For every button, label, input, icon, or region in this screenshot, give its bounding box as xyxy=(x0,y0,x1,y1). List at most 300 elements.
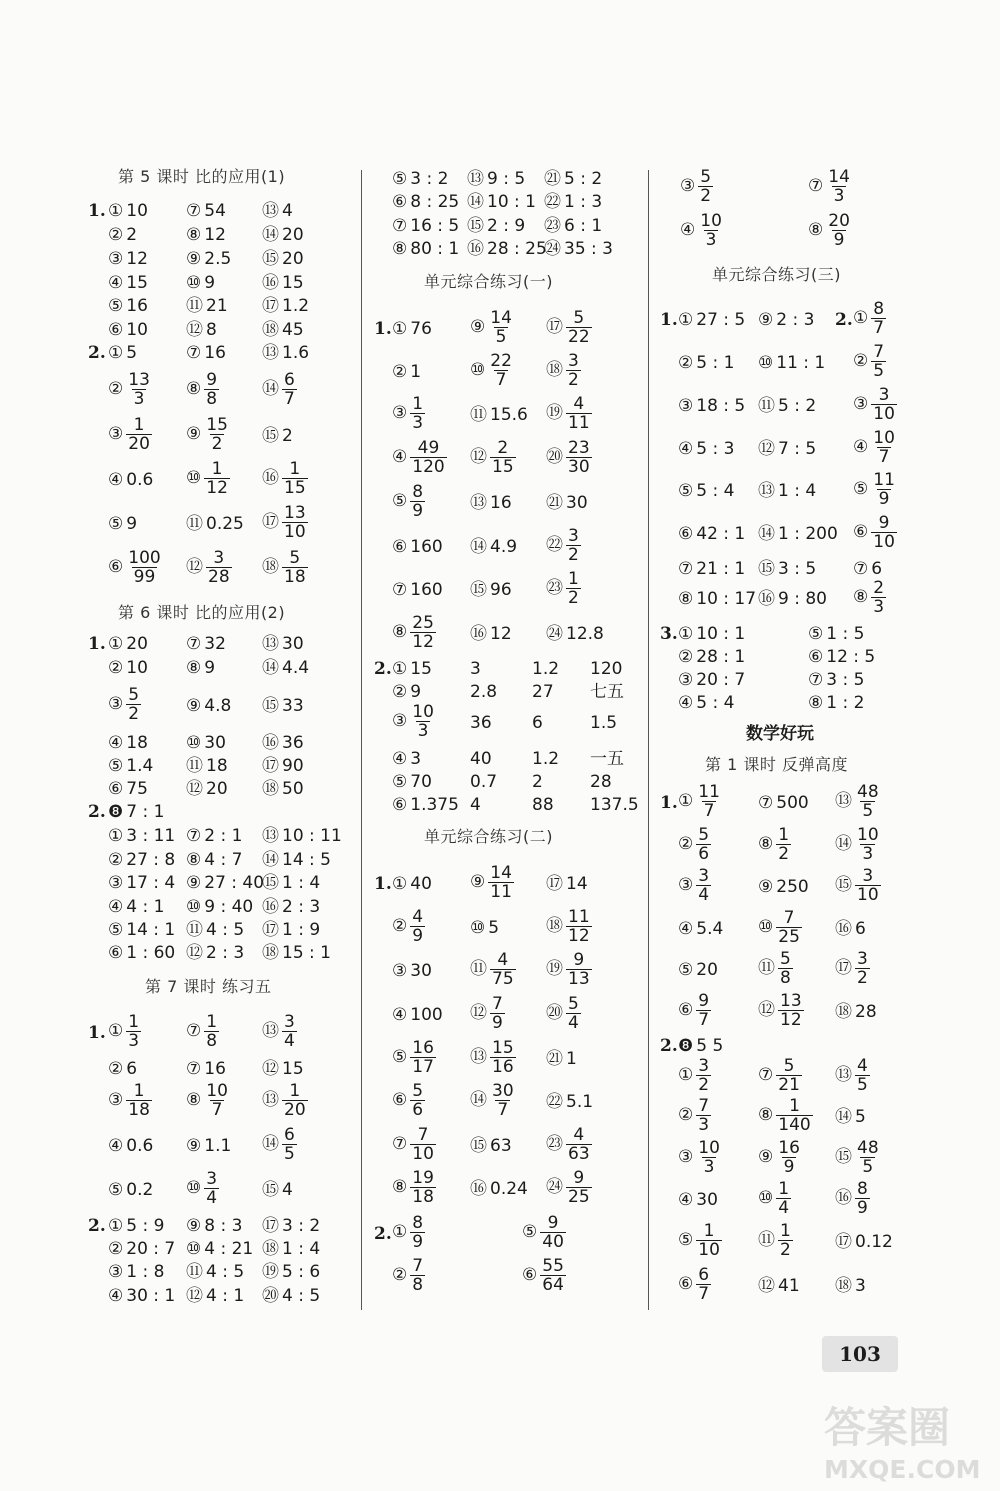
item-marker: ⑦ xyxy=(186,826,202,846)
answer-value: 9 xyxy=(204,273,216,293)
fraction xyxy=(410,1039,436,1077)
fraction xyxy=(855,950,870,988)
answer-value: 1 xyxy=(410,362,422,382)
item-marker: ⑨ xyxy=(186,873,202,893)
answer-column-3 xyxy=(650,0,1000,1491)
fraction xyxy=(566,570,581,608)
answer-item xyxy=(108,686,141,724)
answer-item xyxy=(470,626,512,643)
numerator: 16 xyxy=(778,1138,800,1158)
denominator: 2 xyxy=(778,844,790,865)
answer-item xyxy=(546,876,588,893)
fraction xyxy=(778,992,804,1030)
item-marker: ③ xyxy=(678,1147,694,1168)
numerator: 8 xyxy=(412,1213,424,1233)
question-number: 1. xyxy=(660,793,678,813)
fraction xyxy=(490,995,505,1033)
item-marker: ⑮ xyxy=(470,1136,487,1156)
answer-value: 50 xyxy=(282,779,304,799)
fraction xyxy=(776,1139,802,1177)
answer-value: 14 : 5 xyxy=(282,850,331,870)
item-marker: ⑪ xyxy=(758,958,775,979)
item-marker: ⑥ xyxy=(392,537,408,557)
answer-item xyxy=(853,300,886,338)
item-marker: ⑬ xyxy=(470,1047,487,1068)
answer-item xyxy=(392,483,425,521)
numerator: 49 xyxy=(417,438,440,458)
answer-item xyxy=(758,909,802,947)
fraction xyxy=(126,686,141,724)
item-marker: ① xyxy=(678,1065,694,1086)
item-marker: ④ xyxy=(392,749,408,769)
item-marker: ⑧ xyxy=(392,1177,408,1198)
answer-item xyxy=(186,945,244,962)
answer-item xyxy=(262,636,304,653)
answer-item xyxy=(186,852,242,869)
denominator: 20 xyxy=(284,1100,306,1121)
answer-item xyxy=(546,1126,592,1164)
answer-item xyxy=(470,439,516,477)
answer-value: 35 : 3 xyxy=(564,239,613,259)
answer-item xyxy=(186,345,226,362)
denominator: 9 xyxy=(783,1157,795,1178)
answer-value: 12 : 5 xyxy=(826,647,876,667)
answer-item xyxy=(678,526,745,543)
answer-item xyxy=(546,395,592,433)
item-marker: ⑯ xyxy=(758,589,775,609)
answer-value: 1.375 xyxy=(410,795,459,815)
item-marker: ⑯ xyxy=(262,897,279,917)
answer-value: 9 xyxy=(126,514,138,534)
section-heading: 单元综合练习(二) xyxy=(424,827,553,846)
item-marker: ⑧ xyxy=(808,693,824,713)
item-marker: ② xyxy=(678,834,694,855)
answer-value: 9 : 5 xyxy=(487,169,526,189)
item-marker: ⑬ xyxy=(758,481,775,501)
numerator: 5 xyxy=(573,308,585,328)
denominator: 64 xyxy=(542,1275,564,1296)
answer-value: 1.2 xyxy=(532,659,560,679)
denominator: 10 xyxy=(698,1240,720,1261)
numerator: 3 xyxy=(284,1012,295,1032)
denominator: 2 xyxy=(568,370,579,391)
item-marker: ① xyxy=(392,1222,408,1243)
denominator: 7 xyxy=(495,370,507,391)
fraction xyxy=(696,992,711,1030)
answer-item xyxy=(808,212,852,250)
item-marker: ⑧ xyxy=(186,1090,202,1111)
answer-item xyxy=(108,1264,164,1281)
denominator: 2 xyxy=(568,545,579,566)
answer-item xyxy=(108,227,137,244)
answer-item xyxy=(392,614,436,652)
answer-item xyxy=(262,1082,308,1120)
numerator: 5 xyxy=(568,994,579,1014)
answer-item xyxy=(758,312,814,329)
answer-value: 120 xyxy=(590,659,623,679)
denominator: 3 xyxy=(412,413,424,434)
answer-item xyxy=(853,561,882,578)
fraction xyxy=(566,951,592,989)
denominator: 9 xyxy=(412,501,424,522)
numerator: 1 xyxy=(206,1012,218,1032)
item-marker: ⑫ xyxy=(470,447,487,468)
item-marker: ⑮ xyxy=(262,426,279,446)
numerator: 13 xyxy=(780,991,802,1011)
numerator: 1 xyxy=(289,459,301,479)
numerator: 48 xyxy=(857,1138,879,1158)
answer-value: 6 xyxy=(871,559,883,579)
numerator: 7 xyxy=(412,1256,424,1276)
answer-item xyxy=(262,1061,304,1078)
item-marker: ② xyxy=(108,379,124,400)
denominator: 3 xyxy=(417,721,429,742)
item-marker: ⑲ xyxy=(262,1262,279,1282)
denominator: 8 xyxy=(206,389,218,410)
item-marker: ⑲ xyxy=(546,959,563,980)
fraction xyxy=(566,439,592,477)
answer-item xyxy=(262,251,304,268)
answer-value: 20 xyxy=(206,779,228,799)
item-marker: ⑪ xyxy=(470,405,487,425)
answer-value: 1 : 4 xyxy=(282,1239,321,1259)
fraction xyxy=(776,826,791,864)
fraction xyxy=(126,1013,141,1051)
answer-value: 6 xyxy=(126,1059,138,1079)
answer-value: 7 : 5 xyxy=(778,439,817,459)
numerator: 7 xyxy=(698,1096,710,1116)
fraction xyxy=(410,908,425,946)
answer-item xyxy=(186,1013,219,1051)
item-marker: ❽ xyxy=(108,802,124,822)
numerator: 10 xyxy=(857,825,879,845)
item-marker: ③ xyxy=(392,961,408,981)
item-marker: ㉑ xyxy=(546,1049,563,1069)
answer-item xyxy=(108,472,153,489)
numerator: 10 xyxy=(412,702,434,722)
answer-value: 5 : 4 xyxy=(696,693,735,713)
answer-value: 10 : 11 xyxy=(282,826,342,846)
item-marker: ③ xyxy=(678,396,694,416)
item-marker: ① xyxy=(678,310,694,330)
answer-item xyxy=(108,660,148,677)
item-marker: ㉑ xyxy=(544,169,561,189)
numerator: 8 xyxy=(857,1179,868,1199)
answer-item xyxy=(108,516,137,533)
denominator: 2 xyxy=(780,1240,791,1261)
answer-value: 15 xyxy=(410,659,432,679)
answer-item xyxy=(392,703,436,741)
answer-item xyxy=(546,626,604,643)
section-heading: 数学好玩 xyxy=(746,724,814,744)
answer-item xyxy=(835,950,870,988)
answer-item xyxy=(853,386,897,424)
item-marker: ① xyxy=(108,1021,124,1042)
item-marker: ⑩ xyxy=(186,468,202,489)
answer-item xyxy=(392,1039,436,1077)
item-marker: ㉔ xyxy=(546,1177,563,1198)
question-number: 2. xyxy=(88,802,106,822)
fraction xyxy=(696,1222,722,1260)
fraction xyxy=(490,1039,516,1077)
numerator: 1 xyxy=(133,415,145,435)
fraction xyxy=(871,386,897,424)
fraction xyxy=(696,1266,711,1304)
answer-item xyxy=(835,1180,870,1218)
denominator: 10 xyxy=(284,522,306,543)
denominator: 11 xyxy=(490,882,512,903)
answer-item xyxy=(108,1013,141,1051)
answer-value: 5.1 xyxy=(566,1092,594,1112)
answer-item xyxy=(546,1094,593,1111)
item-marker: ⑫ xyxy=(186,943,203,963)
answer-item xyxy=(470,864,514,902)
fraction xyxy=(126,371,152,409)
numerator: 23 xyxy=(568,438,590,458)
answer-value: 3 xyxy=(470,659,481,679)
answer-item xyxy=(262,758,304,775)
item-marker: ⑨ xyxy=(758,1147,774,1168)
numerator: 3 xyxy=(206,1169,218,1189)
item-marker: ⑦ xyxy=(186,1021,202,1042)
numerator: 3 xyxy=(568,526,579,546)
numerator: 3 xyxy=(878,385,890,405)
item-marker: ㉒ xyxy=(546,535,563,556)
fraction xyxy=(410,439,446,477)
fraction xyxy=(776,1057,802,1095)
answer-item xyxy=(262,322,304,339)
answer-value: 80 : 1 xyxy=(410,239,460,259)
denominator: 7 xyxy=(873,318,885,339)
item-marker: ⑰ xyxy=(546,317,563,338)
item-marker: ⑥ xyxy=(392,795,408,815)
denominator: 140 xyxy=(778,1115,811,1136)
denominator: 63 xyxy=(568,1144,590,1165)
question-number: 1. xyxy=(88,634,106,654)
item-marker: ⑩ xyxy=(186,733,202,753)
item-marker: ⑨ xyxy=(186,249,202,269)
fraction xyxy=(855,1180,870,1218)
answer-item xyxy=(678,355,734,372)
denominator: 10 xyxy=(412,1144,434,1165)
item-marker: ⑫ xyxy=(186,557,203,578)
answer-value: 75 xyxy=(126,779,148,799)
answer-item xyxy=(392,439,447,477)
answer-value: 137.5 xyxy=(590,795,639,815)
denominator: 11 xyxy=(568,413,590,434)
fraction xyxy=(282,1126,297,1164)
fraction xyxy=(282,1082,308,1120)
fraction xyxy=(490,1082,516,1120)
fraction xyxy=(696,867,711,905)
denominator: 6 xyxy=(412,1100,424,1121)
answer-item xyxy=(470,495,512,512)
answer-value: 42 : 1 xyxy=(696,524,746,544)
fraction xyxy=(282,460,308,498)
answer-value: 30 : 1 xyxy=(126,1286,176,1306)
answer-value: 4.8 xyxy=(204,696,232,716)
item-marker: ④ xyxy=(678,693,694,713)
answer-item xyxy=(758,398,816,415)
answer-value: 28 xyxy=(855,1002,877,1022)
numerator: 4 xyxy=(497,950,509,970)
answer-item xyxy=(835,783,881,821)
item-marker: ⑰ xyxy=(262,920,279,940)
denominator: 7 xyxy=(284,389,295,410)
numerator: 7 xyxy=(492,994,503,1014)
item-marker: ⑪ xyxy=(186,296,203,316)
fraction xyxy=(566,395,592,433)
denominator: 2 xyxy=(857,968,868,989)
answer-value: 10 xyxy=(126,658,148,678)
item-marker: ③ xyxy=(678,875,694,896)
answer-value: 3 : 5 xyxy=(778,559,817,579)
item-marker: ⑳ xyxy=(262,1286,279,1306)
item-marker: ② xyxy=(392,916,408,937)
answer-value: 96 xyxy=(490,580,512,600)
answer-item xyxy=(678,398,745,415)
answer-value: 3 : 5 xyxy=(826,670,865,690)
answer-item xyxy=(108,899,164,916)
fraction xyxy=(282,1013,297,1051)
item-marker: ⑱ xyxy=(546,360,563,381)
numerator: 9 xyxy=(573,950,585,970)
answer-value: 10 : 17 xyxy=(696,589,757,609)
item-marker: ⑩ xyxy=(186,273,202,293)
fraction xyxy=(871,343,886,381)
answer-item xyxy=(262,852,331,869)
answer-item xyxy=(835,1278,866,1295)
answer-item xyxy=(758,1278,800,1295)
denominator: 7 xyxy=(698,1284,710,1305)
watermark-text: 答案圈 xyxy=(824,1403,951,1452)
answer-value: 2 : 3 xyxy=(206,943,245,963)
answer-item xyxy=(262,735,304,752)
answer-item xyxy=(853,343,886,381)
numerator: 1 xyxy=(780,1221,791,1241)
answer-value: 1 : 60 xyxy=(126,943,176,963)
item-marker: ⑨ xyxy=(758,310,774,330)
answer-item xyxy=(835,1057,870,1095)
answer-item xyxy=(470,352,514,390)
fraction xyxy=(698,212,724,250)
item-marker: ⑥ xyxy=(392,192,408,212)
answer-item xyxy=(186,1218,242,1235)
answer-item xyxy=(678,1097,711,1135)
answer-item xyxy=(546,908,592,946)
answer-value: 16 xyxy=(126,296,148,316)
numerator: 7 xyxy=(873,342,885,362)
answer-item xyxy=(262,781,304,798)
fraction xyxy=(566,995,581,1033)
item-marker: ⑱ xyxy=(262,779,279,799)
item-marker: ⑨ xyxy=(186,696,202,716)
item-marker: ⑰ xyxy=(835,1232,852,1252)
answer-column-1 xyxy=(0,0,360,1491)
item-marker: ⑭ xyxy=(758,524,775,544)
item-marker: ② xyxy=(108,850,124,870)
answer-item xyxy=(262,899,320,916)
numerator: 25 xyxy=(412,613,434,633)
denominator: 8 xyxy=(780,968,791,989)
answer-value: 160 xyxy=(410,580,443,600)
item-marker: ④ xyxy=(680,220,696,241)
answer-item xyxy=(186,899,253,916)
item-marker: ⑨ xyxy=(470,317,486,338)
numerator: 9 xyxy=(547,1213,559,1233)
numerator: 1 xyxy=(289,1081,301,1101)
answer-item xyxy=(392,1257,425,1295)
answer-item xyxy=(522,1214,566,1252)
item-marker: ⑯ xyxy=(262,468,279,489)
numerator: 10 xyxy=(873,428,895,448)
fraction xyxy=(855,826,881,864)
item-marker: ① xyxy=(392,659,408,679)
answer-item xyxy=(680,168,713,206)
answer-value: 9 xyxy=(204,658,216,678)
answer-value: 5 : 2 xyxy=(564,169,603,189)
item-marker: ⑧ xyxy=(758,1105,774,1126)
answer-value: 1.4 xyxy=(126,756,154,776)
section-heading: 第 6 课时 比的应用(2) xyxy=(118,603,286,622)
answer-item xyxy=(262,298,309,315)
answer-value: 16 xyxy=(204,343,226,363)
answer-item xyxy=(108,1241,175,1258)
numerator: 4 xyxy=(573,1125,585,1145)
item-marker: ⑦ xyxy=(678,559,694,579)
denominator: 10 xyxy=(857,885,879,906)
answer-value: 14 : 1 xyxy=(126,920,176,940)
denominator: 10 xyxy=(873,532,895,553)
item-marker: ⑦ xyxy=(392,1134,408,1155)
answer-value: 15 xyxy=(282,1059,304,1079)
item-marker: ③ xyxy=(392,403,408,424)
answer-value: 9 : 80 xyxy=(778,589,827,609)
answer-item xyxy=(186,275,215,292)
denominator: 3 xyxy=(833,186,845,207)
answer-value: 30 xyxy=(282,634,304,654)
answer-value: 10 xyxy=(126,201,148,221)
answer-item xyxy=(262,1264,320,1281)
answer-item xyxy=(470,920,499,937)
answer-item xyxy=(758,1139,802,1177)
item-marker: ⑧ xyxy=(392,239,408,259)
answer-value: 4 : 1 xyxy=(206,1286,245,1306)
answer-value: 15 xyxy=(282,273,304,293)
answer-item xyxy=(108,735,148,752)
fraction xyxy=(410,703,436,741)
question-number: 3. xyxy=(660,624,678,644)
item-marker: ⑥ xyxy=(678,1000,694,1021)
numerator: 6 xyxy=(284,370,295,390)
answer-item xyxy=(467,171,525,188)
item-marker: ⑮ xyxy=(262,249,279,269)
column-divider xyxy=(648,170,649,1310)
denominator: 12 xyxy=(206,478,228,499)
question-number: 2. xyxy=(88,343,106,363)
answer-value: 18 : 5 xyxy=(696,396,746,416)
item-marker: ⑩ xyxy=(186,897,202,917)
item-marker: ⑥ xyxy=(853,522,869,543)
item-marker: ⑫ xyxy=(470,1003,487,1024)
answer-item xyxy=(470,1181,528,1198)
numerator: 11 xyxy=(568,907,590,927)
answer-value: 20 : 7 xyxy=(696,670,746,690)
answer-item xyxy=(392,1169,436,1207)
answer-value: 20 xyxy=(282,249,304,269)
answer-item xyxy=(392,1007,443,1024)
answer-item xyxy=(808,626,864,643)
